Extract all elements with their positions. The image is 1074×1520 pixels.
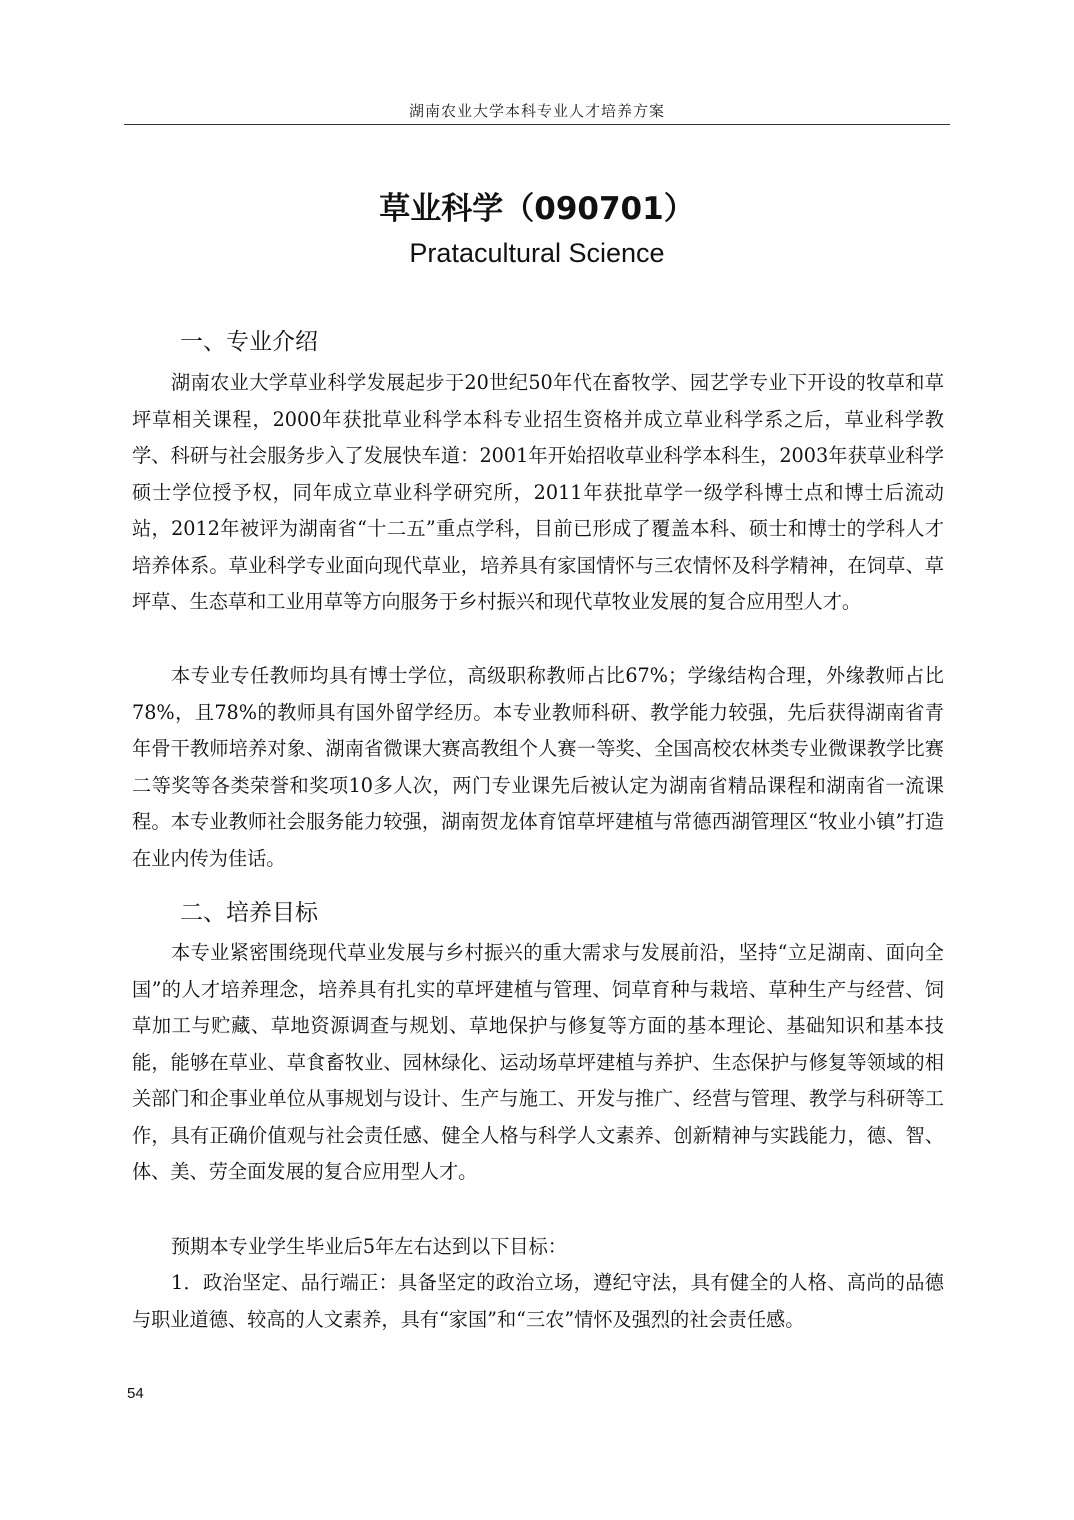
paragraph-objective-1: 1．政治坚定、品行端正：具备坚定的政治立场，遵纪守法，具有健全的人格、高尚的品德与职业道德、较高的人文素养，具有“家国”和“三农”情怀及强烈的社会责任感。 bbox=[132, 1271, 944, 1331]
section-heading-objectives: 二、培养目标 bbox=[180, 900, 318, 926]
page-title: 草业科学（090701） bbox=[379, 191, 695, 227]
page-subtitle-english: Pratacultural Science bbox=[409, 238, 665, 268]
paragraph-objectives-overview: 本专业紧密围绕现代草业发展与乡村振兴的重大需求与发展前沿，坚持“立足湖南、面向全国”的人才培养理念，培养具有扎实的草坪建植与管理、饲草育种与栽培、草种生产与经营、饲草加工与贮藏、草地资源调查与规划、草地保护与修复等方面的基本理论、基础知识和基本技能，能够在草业、草食畜牧业、园林绿化、运动场草坪建植与养护、生态保护与修复等领域的相关部门和企事业单位从事规划与设计、生产与施工、开发与推广、经营与管理、教学与科研等工作，具有正确价值观与社会责任感、健全人格与科学人文素养、创新精神与实践能力，德、智、体、美、劳全面发展的复合应用型人才。 bbox=[132, 941, 944, 1183]
running-header: 湖南农业大学本科专业人才培养方案 bbox=[408, 102, 665, 120]
paragraph-introduction-history: 湖南农业大学草业科学发展起步于20世纪50年代在畜牧学、园艺学专业下开设的牧草和草坪草相关课程，2000年获批草业科学本科专业招生资格并成立草业科学系之后，草业科学教学、科研与社会服务步入了发展快车道：2001年开始招收草业科学本科生，2003年获草业科学硕士学位授予权，同年成立草业科学研究所，2011年获批草学一级学科博士点和博士后流动站，2012年被评为湖南省“十二五”重点学科，目前已形成了覆盖本科、硕士和博士的学科人才培养体系。草业科学专业面向现代草业，培养具有家国情怀与三农情怀及科学精神，在饲草、草坪草、生态草和工业用草等方向服务于乡村振兴和现代草牧业发展的复合应用型人才。 bbox=[132, 371, 944, 613]
paragraph-objectives-expectation: 预期本专业学生毕业后5年左右达到以下目标： bbox=[171, 1235, 567, 1258]
page-number: 54 bbox=[127, 1385, 144, 1402]
section-heading-introduction: 一、专业介绍 bbox=[180, 329, 318, 355]
paragraph-introduction-faculty: 本专业专任教师均具有博士学位，高级职称教师占比67%；学缘结构合理，外缘教师占比78%，且78%的教师具有国外留学经历。本专业教师科研、教学能力较强，先后获得湖南省青年骨干教师培养对象、湖南省微课大赛高教组个人赛一等奖、全国高校农林类专业微课教学比赛二等奖等各类荣誉和奖项10多人次，两门专业课先后被认定为湖南省精品课程和湖南省一流课程。本专业教师社会服务能力较强，湖南贺龙体育馆草坪建植与常德西湖管理区“牧业小镇”打造在业内传为佳话。 bbox=[132, 664, 944, 870]
header-divider bbox=[124, 124, 950, 125]
